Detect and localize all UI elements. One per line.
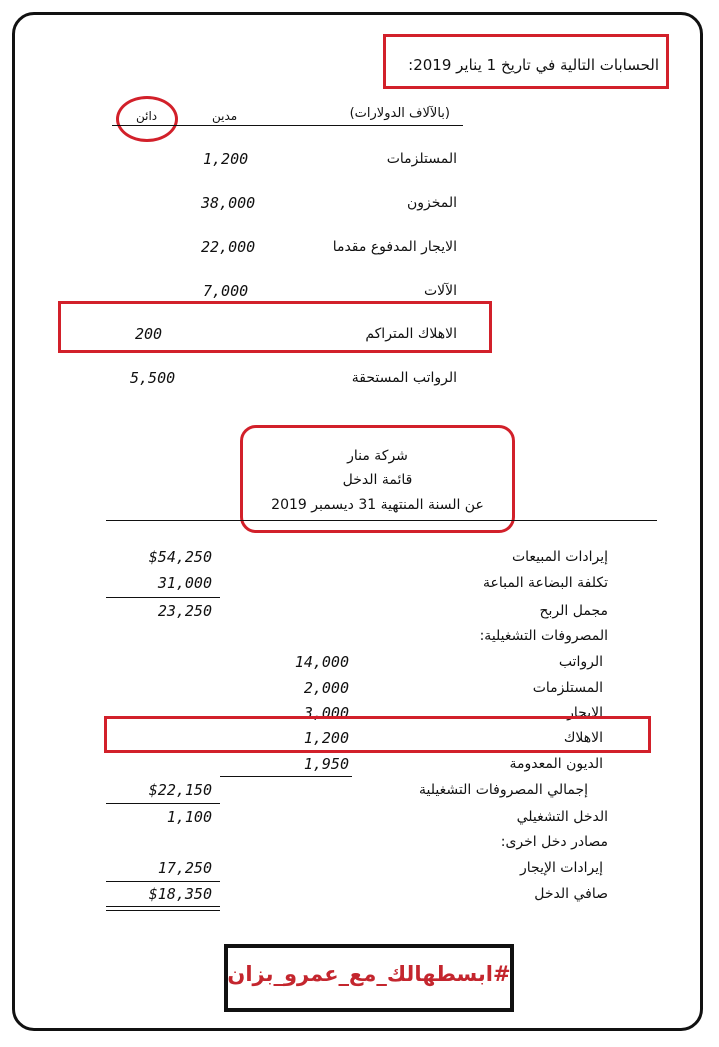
statement-line-amount: $22,150	[148, 781, 212, 799]
statement-header-rule	[106, 520, 657, 521]
statement-line-label: المستلزمات	[532, 680, 603, 696]
statement-line-label: الديون المعدومة	[509, 756, 603, 772]
statement-title: قائمة الدخل	[342, 472, 413, 488]
statement-line-amount: 1,100	[166, 808, 212, 826]
debit-header: مدين	[212, 109, 238, 123]
account-debit: 38,000	[201, 194, 256, 212]
statement-line-amount: 17,250	[157, 859, 212, 877]
statement-line-label: تكلفة البضاعة المباعة	[483, 575, 608, 591]
statement-line-label: إجمالي المصروفات التشغيلية	[419, 782, 588, 798]
statement-line-label: الايجار	[567, 705, 603, 721]
net-income-double-rule	[106, 906, 220, 911]
account-name: الاهلاك المتراكم	[365, 326, 457, 342]
account-credit: 200	[135, 325, 163, 343]
expenses-rule	[220, 776, 352, 777]
statement-period: عن السنة المنتهية 31 ديسمبر 2019	[271, 497, 484, 513]
statement-line-label: الاهلاك	[563, 730, 603, 746]
statement-line-amount: 3,000	[303, 704, 349, 722]
company-name: شركة منار	[347, 448, 408, 464]
statement-line-amount: 2,000	[303, 679, 349, 697]
account-name: المخزون	[406, 195, 457, 211]
account-name: المستلزمات	[386, 151, 457, 167]
statement-line-amount: $18,350	[148, 885, 212, 903]
unit-header: (بالآلاف الدولارات)	[349, 106, 450, 121]
subtotal-rule	[106, 881, 220, 882]
subtotal-rule	[106, 803, 220, 804]
credit-header: دائن	[136, 109, 158, 123]
account-name: الرواتب المستحقة	[351, 370, 457, 386]
credit-circle-highlight	[116, 96, 178, 142]
depreciation-expense-highlight	[104, 716, 651, 753]
statement-line-label: إيرادات المبيعات	[511, 549, 608, 565]
header-rule	[112, 125, 463, 126]
statement-line-amount: 1,950	[303, 755, 349, 773]
statement-line-amount: $54,250	[148, 548, 212, 566]
account-debit: 7,000	[203, 282, 249, 300]
statement-line-label: الرواتب	[558, 654, 603, 670]
statement-section-label: مصادر دخل اخرى:	[500, 834, 608, 850]
account-name: الآلات	[423, 283, 457, 299]
statement-section-label: المصروفات التشغيلية:	[479, 628, 608, 644]
account-credit: 5,500	[130, 369, 176, 387]
statement-line-amount: 31,000	[157, 574, 212, 592]
account-name: الايجار المدفوع مقدما	[332, 239, 457, 255]
statement-line-amount: 23,250	[157, 602, 212, 620]
statement-line-amount: 1,200	[303, 729, 349, 747]
header-note: الحسابات التالية في تاريخ 1 يناير 2019:	[408, 56, 659, 74]
subtotal-rule	[106, 597, 220, 598]
statement-line-label: إيرادات الإيجار	[520, 860, 603, 876]
account-debit: 22,000	[201, 238, 256, 256]
statement-line-label: مجمل الربح	[539, 603, 608, 619]
statement-line-label: الدخل التشغيلي	[516, 809, 608, 825]
account-debit: 1,200	[203, 150, 249, 168]
statement-line-label: صافي الدخل	[534, 886, 608, 902]
statement-line-amount: 14,000	[294, 653, 349, 671]
hashtag-text: #ابسطهالك_مع_عمرو_بزان	[227, 962, 511, 986]
